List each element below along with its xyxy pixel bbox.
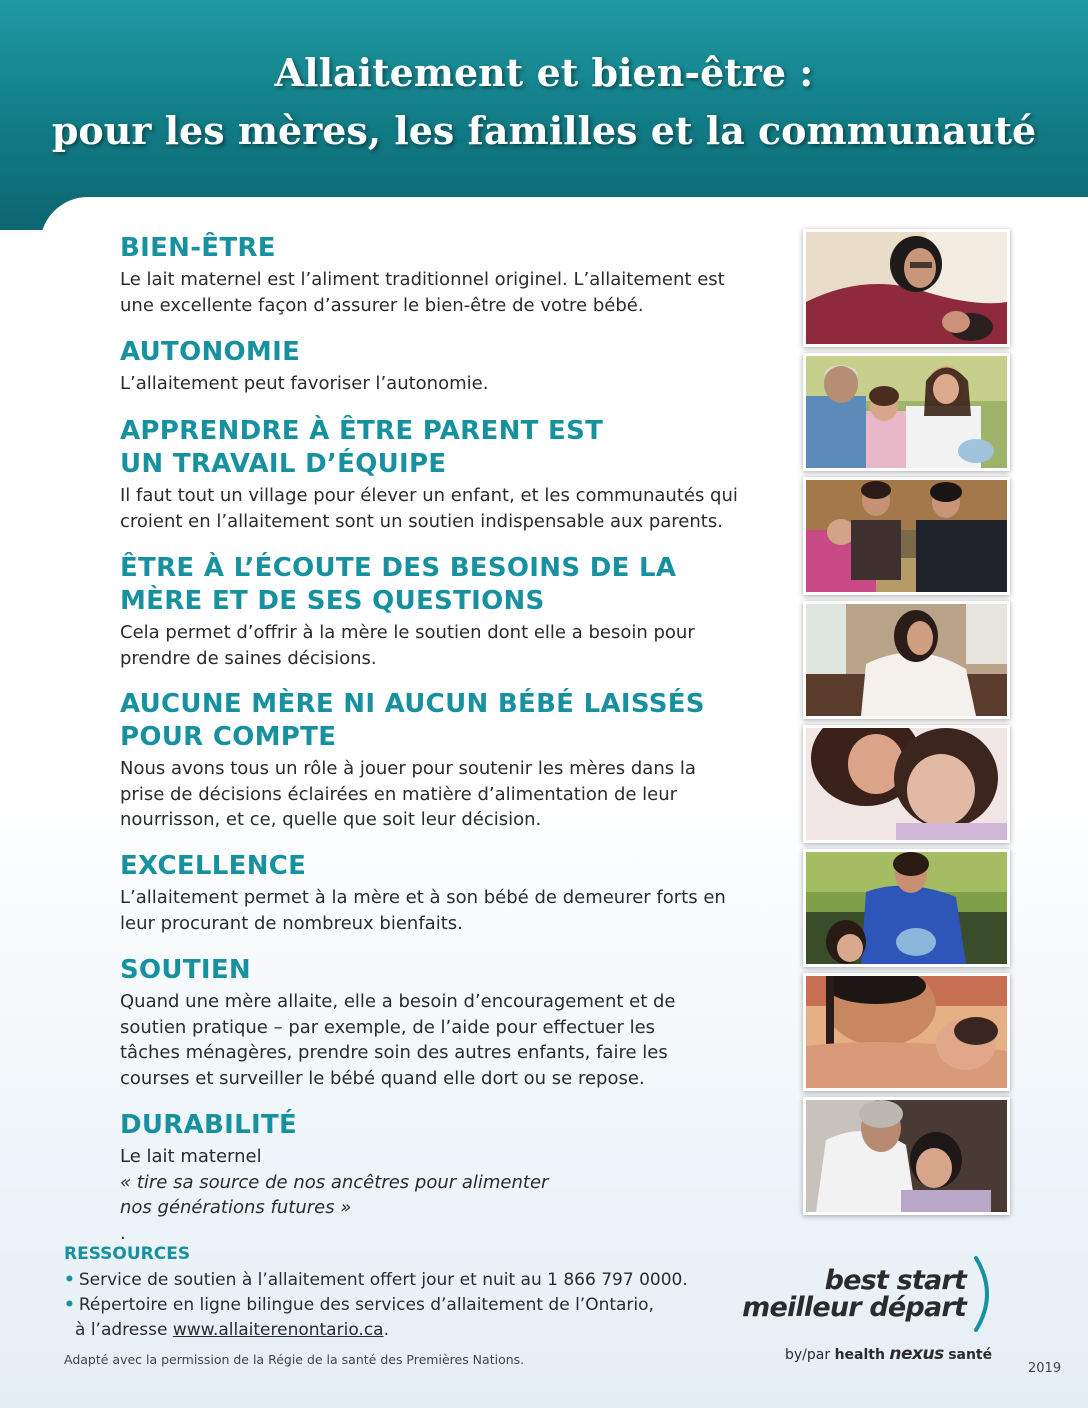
photo-father-newborn xyxy=(803,973,1010,1091)
photo-mother-breastfeeding xyxy=(803,229,1010,347)
section-heading: AUCUNE MÈRE NI AUCUN BÉBÉ LAISSÉS POUR COMPTE xyxy=(120,689,705,752)
section-heading: APPRENDRE À ÊTRE PARENT EST UN TRAVAIL D’ÉQUIPE xyxy=(120,416,604,479)
resources-list xyxy=(64,1268,704,1343)
logo-byline: by/par health nexus santé xyxy=(785,1344,993,1364)
photo-family-park xyxy=(803,477,1010,595)
bullet-marker: • xyxy=(64,1270,75,1290)
section-heading: EXCELLENCE xyxy=(120,851,307,881)
section-text: L’allaitement peut favoriser l’autonomie. xyxy=(120,373,489,394)
page-title xyxy=(0,44,1088,160)
section-text: Il faut tout un village pour élever un enfant, et les communautés qui croient en l’allaitement sont un soutien indispensable aux parents. xyxy=(120,485,738,532)
logo-line-1: best start xyxy=(824,1265,966,1296)
section-bien-etre xyxy=(120,232,770,318)
section-heading: DURABILITÉ xyxy=(120,1110,298,1140)
logo-arc-icon xyxy=(970,1254,1000,1334)
resources-title: RESSOURCES xyxy=(64,1244,191,1264)
best-start-logo xyxy=(742,1248,1010,1368)
website-link[interactable]: www.allaiterenontario.ca xyxy=(172,1320,384,1340)
credit-note: Adapté avec la permission de la Régie de la santé des Premières Nations. xyxy=(64,1352,525,1367)
photo-grandmother-child xyxy=(803,1097,1010,1215)
list-item xyxy=(64,1268,704,1293)
section-text: Quand une mère allaite, elle a besoin d’encouragement et de soutien pratique – par exemple, de l’aide pour effectuer les tâches ménagères, prendre soin des autres enfants, faire les courses et surveiller le bébé quand elle dort ou se repose. xyxy=(120,991,676,1089)
section-text: Nous avons tous un rôle à jouer pour soutenir les mères dans la prise de décisions éclairées en matière d’alimentation de leur nourrisson, et ce, quelle que soit leur décision. xyxy=(120,758,696,830)
list-item: • Répertoire en ligne bilingue des services d’allaitement de l’Ontario, à l’adresse www.allaiterenontario.ca. xyxy=(64,1295,654,1340)
nexus-wordmark: nexus xyxy=(889,1344,944,1364)
section-text: Le lait maternel « tire sa source de nos ancêtres pour alimenter nos générations futures » . xyxy=(120,1146,549,1244)
section-autonomie xyxy=(120,336,770,397)
photo-family-outdoors xyxy=(803,353,1010,471)
section-heading: BIEN-ÊTRE xyxy=(120,233,276,263)
section-aucune-mere xyxy=(120,688,770,833)
title-line-1: Allaitement et bien-être : xyxy=(274,50,814,95)
resource-helpline: Service de soutien à l’allaitement offert jour et nuit au 1 866 797 0000. xyxy=(78,1270,688,1290)
photo-mother-home xyxy=(803,601,1010,719)
resource-directory: Répertoire en ligne bilingue des services d’allaitement de l’Ontario, xyxy=(78,1295,654,1315)
photo-mother-child xyxy=(803,725,1010,843)
section-ecoute-besoins xyxy=(120,552,770,671)
section-heading: ÊTRE À L’ÉCOUTE DES BESOINS DE LA MÈRE ET DE SES QUESTIONS xyxy=(120,553,677,616)
section-apprendre-parent xyxy=(120,415,770,534)
section-text: L’allaitement permet à la mère et à son bébé de demeurer forts en leur procurant de nombreux bienfaits. xyxy=(120,887,726,934)
title-line-2: pour les mères, les familles et la communauté xyxy=(51,108,1037,153)
year-label: 2019 xyxy=(1028,1361,1062,1376)
section-durabilite xyxy=(120,1109,770,1246)
logo-line-2: meilleur départ xyxy=(742,1292,966,1323)
section-heading: SOUTIEN xyxy=(120,955,251,985)
section-soutien xyxy=(120,954,770,1091)
section-excellence xyxy=(120,850,770,936)
section-text: Cela permet d’offrir à la mère le soutien dont elle a besoin pour prendre de saines décisions. xyxy=(120,622,695,669)
bullet-marker: • xyxy=(64,1295,75,1315)
section-heading: AUTONOMIE xyxy=(120,337,301,367)
section-text: Le lait maternel est l’aliment traditionnel originel. L’allaitement est une excellente façon d’assurer le bien-être de votre bébé. xyxy=(120,269,725,316)
photo-mother-nursing-park xyxy=(803,849,1010,967)
